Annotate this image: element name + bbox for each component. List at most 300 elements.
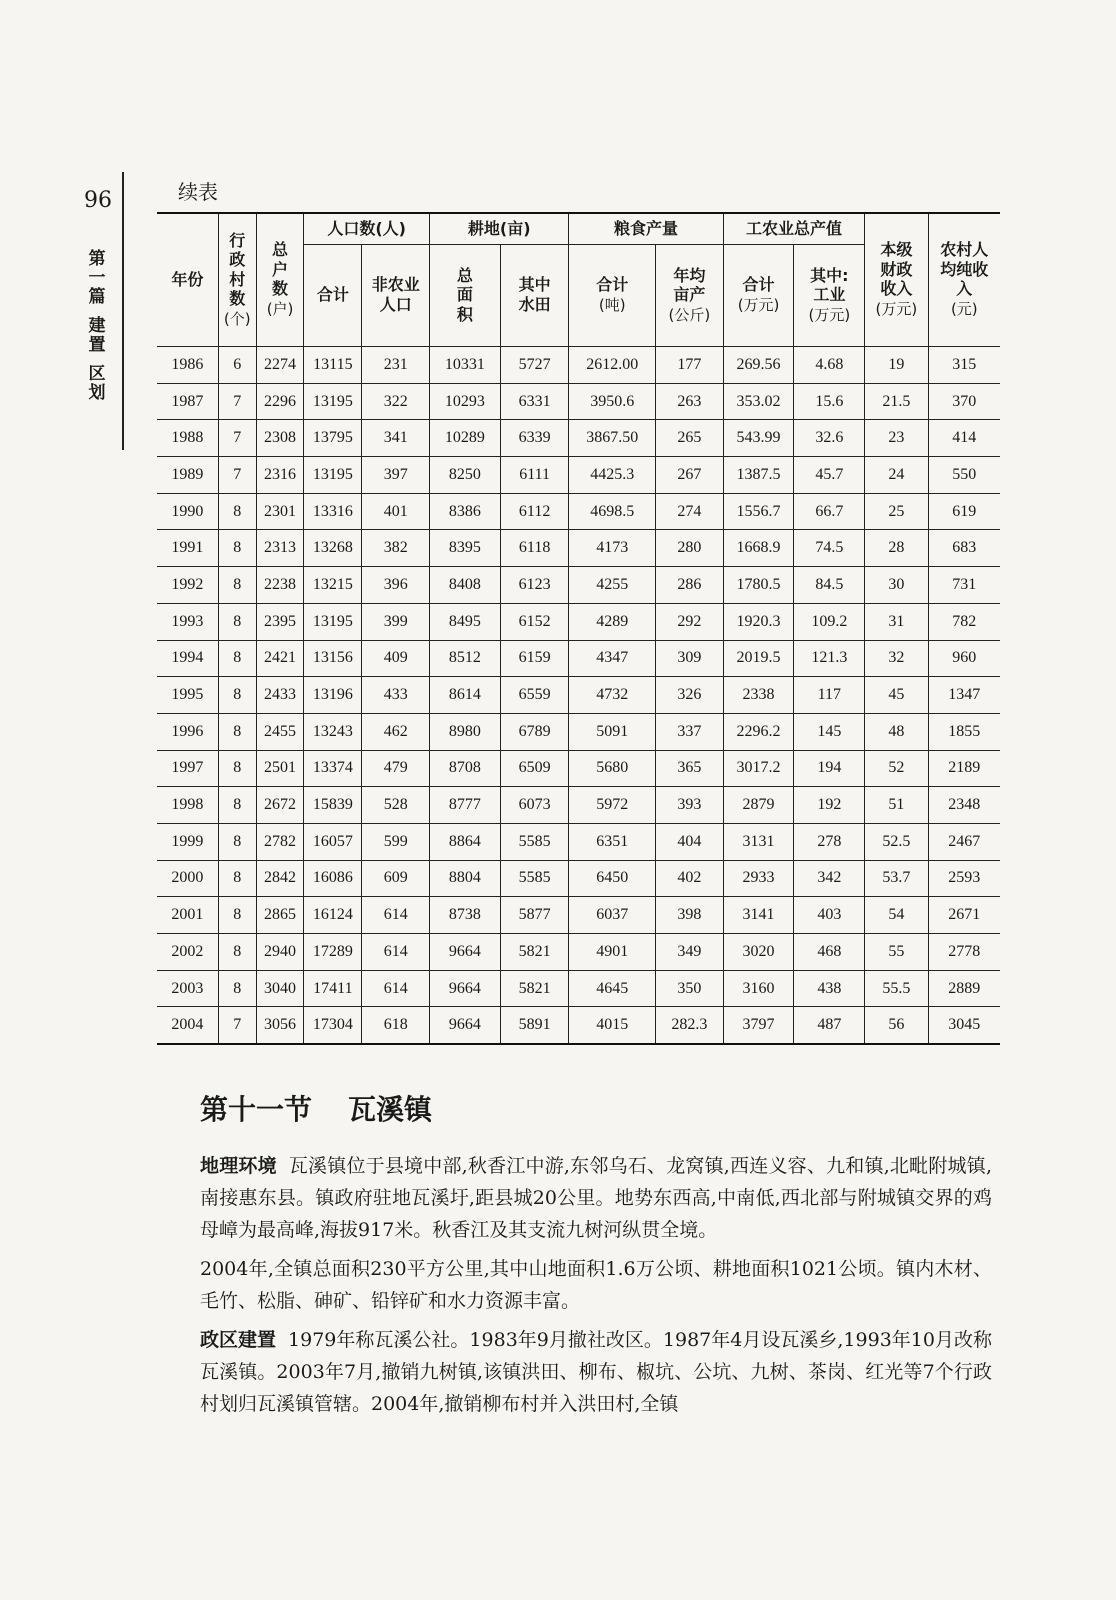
table-cell: 619 [928, 493, 1000, 530]
table-cell: 370 [928, 383, 1000, 420]
table-cell: 409 [362, 640, 430, 677]
table-cell: 399 [362, 603, 430, 640]
table-cell: 2612.00 [569, 347, 656, 384]
table-cell: 1855 [928, 713, 1000, 750]
table-cell: 55.5 [865, 970, 928, 1007]
table-cell: 3141 [723, 897, 794, 934]
table-cell: 5727 [500, 347, 569, 384]
table-cell: 8980 [430, 713, 501, 750]
table-cell: 4698.5 [569, 493, 656, 530]
table-cell: 274 [656, 493, 724, 530]
table-cell: 337 [656, 713, 724, 750]
table-cell: 6118 [500, 530, 569, 567]
side-rule [122, 172, 124, 450]
paragraph-admin [200, 1324, 992, 1420]
table-cell: 731 [928, 567, 1000, 604]
table-cell: 8 [218, 603, 256, 640]
table-cell: 1920.3 [723, 603, 794, 640]
table-cell: 2421 [256, 640, 304, 677]
table-cell: 8 [218, 493, 256, 530]
table-cell: 2274 [256, 347, 304, 384]
table-cell: 4901 [569, 934, 656, 971]
year-cell: 1999 [157, 823, 218, 860]
header-pop-total: 合计 [304, 245, 362, 347]
statistics-table [157, 212, 1000, 1045]
paragraph-area [200, 1253, 992, 1317]
table-cell: 2865 [256, 897, 304, 934]
table-cell: 66.7 [794, 493, 865, 530]
table-cell: 382 [362, 530, 430, 567]
table-cell: 8 [218, 640, 256, 677]
table-cell: 2933 [723, 860, 794, 897]
table-cell: 618 [362, 1007, 430, 1044]
table-cell: 2671 [928, 897, 1000, 934]
table-cell: 192 [794, 787, 865, 824]
year-cell: 1989 [157, 457, 218, 494]
table-cell: 8738 [430, 897, 501, 934]
table-cell: 2296 [256, 383, 304, 420]
table-cell: 6037 [569, 897, 656, 934]
table-cell: 3045 [928, 1007, 1000, 1044]
table-cell: 2338 [723, 677, 794, 714]
table-row [157, 897, 1000, 934]
table-cell: 269.56 [723, 347, 794, 384]
table-cell: 528 [362, 787, 430, 824]
table-cell: 16057 [304, 823, 362, 860]
table-cell: 292 [656, 603, 724, 640]
table-row [157, 457, 1000, 494]
table-cell: 4173 [569, 530, 656, 567]
table-cell: 2238 [256, 567, 304, 604]
table-row [157, 970, 1000, 1007]
table-cell: 2189 [928, 750, 1000, 787]
table-cell: 8708 [430, 750, 501, 787]
table-cell: 4289 [569, 603, 656, 640]
table-cell: 8 [218, 530, 256, 567]
table-cell: 8614 [430, 677, 501, 714]
header-income: 农村人均纯收入 (元) [928, 213, 1000, 347]
table-cell: 3797 [723, 1007, 794, 1044]
table-cell: 15.6 [794, 383, 865, 420]
table-row [157, 347, 1000, 384]
continued-label: 续表 [178, 180, 218, 204]
header-farmland-group: 耕地(亩) [430, 213, 569, 245]
table-cell: 479 [362, 750, 430, 787]
table-cell: 54 [865, 897, 928, 934]
table-cell: 145 [794, 713, 865, 750]
table-cell: 8 [218, 823, 256, 860]
table-cell: 397 [362, 457, 430, 494]
header-farm-paddy: 其中水田 [500, 245, 569, 347]
table-cell: 4425.3 [569, 457, 656, 494]
table-cell: 7 [218, 457, 256, 494]
table-cell: 2348 [928, 787, 1000, 824]
table-row [157, 1007, 1000, 1044]
table-cell: 2501 [256, 750, 304, 787]
table-cell: 8777 [430, 787, 501, 824]
table-cell: 8395 [430, 530, 501, 567]
table-cell: 2301 [256, 493, 304, 530]
table-cell: 5821 [500, 970, 569, 1007]
side-label-sub: 区划 [88, 364, 106, 404]
year-cell: 1997 [157, 750, 218, 787]
table-cell: 19 [865, 347, 928, 384]
table-cell: 1387.5 [723, 457, 794, 494]
table-cell: 6 [218, 347, 256, 384]
table-row [157, 493, 1000, 530]
table-cell: 30 [865, 567, 928, 604]
table-cell: 15839 [304, 787, 362, 824]
table-cell: 8 [218, 897, 256, 934]
table-cell: 231 [362, 347, 430, 384]
table-cell: 13243 [304, 713, 362, 750]
table-cell: 45.7 [794, 457, 865, 494]
table-cell: 121.3 [794, 640, 865, 677]
table-cell: 2842 [256, 860, 304, 897]
table-cell: 401 [362, 493, 430, 530]
table-cell: 5585 [500, 823, 569, 860]
table-cell: 8 [218, 860, 256, 897]
table-cell: 404 [656, 823, 724, 860]
table-cell: 2296.2 [723, 713, 794, 750]
table-cell: 32 [865, 640, 928, 677]
year-cell: 1991 [157, 530, 218, 567]
table-cell: 341 [362, 420, 430, 457]
table-cell: 13195 [304, 603, 362, 640]
table-cell: 2395 [256, 603, 304, 640]
header-grain-yield: 年均亩产 (公斤) [656, 245, 724, 347]
table-cell: 56 [865, 1007, 928, 1044]
table-cell: 2455 [256, 713, 304, 750]
paragraph-lead: 政区建置 [200, 1329, 277, 1351]
table-cell: 13215 [304, 567, 362, 604]
table-cell: 353.02 [723, 383, 794, 420]
table-cell: 543.99 [723, 420, 794, 457]
table-cell: 7 [218, 383, 256, 420]
table-cell: 342 [794, 860, 865, 897]
table-cell: 13795 [304, 420, 362, 457]
table-row [157, 823, 1000, 860]
table-cell: 4732 [569, 677, 656, 714]
paragraph-text: 瓦溪镇位于县境中部,秋香江中游,东邻乌石、龙窝镇,西连义容、九和镇,北毗附城镇,南接惠东县。镇政府驻地瓦溪圩,距县城20公里。地势东西高,中南低,西北部与附城镇交界的鸡母嶂为最高峰,海拔917米。秋香江及其支流九树河纵贯全境。 [200, 1155, 992, 1241]
table-cell: 265 [656, 420, 724, 457]
body-text [200, 1150, 992, 1427]
table-cell: 74.5 [794, 530, 865, 567]
table-cell: 5585 [500, 860, 569, 897]
table-cell: 194 [794, 750, 865, 787]
header-year: 年份 [157, 213, 218, 347]
table-row [157, 640, 1000, 677]
table-cell: 282.3 [656, 1007, 724, 1044]
table-cell: 309 [656, 640, 724, 677]
header-fiscal: 本级财政收入 (万元) [865, 213, 928, 347]
header-villages: 行政村数 (个) [218, 213, 256, 347]
table-cell: 393 [656, 787, 724, 824]
table-cell: 2019.5 [723, 640, 794, 677]
table-cell: 6559 [500, 677, 569, 714]
table-cell: 326 [656, 677, 724, 714]
table-cell: 5821 [500, 934, 569, 971]
table-cell: 9664 [430, 1007, 501, 1044]
table-cell: 13195 [304, 457, 362, 494]
table-cell: 3867.50 [569, 420, 656, 457]
table-cell: 8 [218, 934, 256, 971]
table-row [157, 603, 1000, 640]
table-row [157, 860, 1000, 897]
table-cell: 3950.6 [569, 383, 656, 420]
table-cell: 13316 [304, 493, 362, 530]
year-cell: 1995 [157, 677, 218, 714]
table-cell: 84.5 [794, 567, 865, 604]
year-cell: 2002 [157, 934, 218, 971]
table-cell: 2778 [928, 934, 1000, 971]
table-cell: 5680 [569, 750, 656, 787]
table-cell: 8512 [430, 640, 501, 677]
table-cell: 6123 [500, 567, 569, 604]
table-row [157, 750, 1000, 787]
year-cell: 2001 [157, 897, 218, 934]
table-row [157, 677, 1000, 714]
table-cell: 52.5 [865, 823, 928, 860]
table-cell: 2782 [256, 823, 304, 860]
table-cell: 6112 [500, 493, 569, 530]
table-row [157, 383, 1000, 420]
table-cell: 6159 [500, 640, 569, 677]
table-cell: 5091 [569, 713, 656, 750]
table-cell: 350 [656, 970, 724, 1007]
table-cell: 7 [218, 1007, 256, 1044]
table-cell: 6789 [500, 713, 569, 750]
header-farm-total: 总面积 [430, 245, 501, 347]
table-cell: 8250 [430, 457, 501, 494]
table-cell: 468 [794, 934, 865, 971]
table-cell: 263 [656, 383, 724, 420]
table-cell: 438 [794, 970, 865, 1007]
table-cell: 2889 [928, 970, 1000, 1007]
header-grain-group: 粮食产量 [569, 213, 723, 245]
table-cell: 8804 [430, 860, 501, 897]
table-cell: 55 [865, 934, 928, 971]
table-cell: 177 [656, 347, 724, 384]
paragraph-text: 1979年称瓦溪公社。1983年9月撤社改区。1987年4月设瓦溪乡,1993年10月改称瓦溪镇。2003年7月,撤销九树镇,该镇洪田、柳布、椒坑、公坑、九树、茶岗、红光等7个行政村划归瓦溪镇管辖。2004年,撤销柳布村并入洪田村,全镇 [200, 1329, 992, 1415]
table-cell: 6339 [500, 420, 569, 457]
table-cell: 6152 [500, 603, 569, 640]
paragraph-geography [200, 1150, 992, 1246]
table-cell: 5877 [500, 897, 569, 934]
table-cell: 349 [656, 934, 724, 971]
year-cell: 1993 [157, 603, 218, 640]
table-cell: 13196 [304, 677, 362, 714]
table-cell: 4347 [569, 640, 656, 677]
table-row [157, 420, 1000, 457]
table-cell: 280 [656, 530, 724, 567]
table-row [157, 567, 1000, 604]
table-row [157, 530, 1000, 567]
section-name: 瓦溪镇 [348, 1093, 433, 1126]
table-cell: 278 [794, 823, 865, 860]
side-label [86, 250, 108, 403]
table-cell: 614 [362, 970, 430, 1007]
table-cell: 16086 [304, 860, 362, 897]
table-cell: 3160 [723, 970, 794, 1007]
table-row [157, 787, 1000, 824]
table-cell: 5972 [569, 787, 656, 824]
table-cell: 286 [656, 567, 724, 604]
year-cell: 1990 [157, 493, 218, 530]
table-cell: 2593 [928, 860, 1000, 897]
table-cell: 24 [865, 457, 928, 494]
table-cell: 10289 [430, 420, 501, 457]
table-cell: 960 [928, 640, 1000, 677]
table-cell: 13268 [304, 530, 362, 567]
table-cell: 10293 [430, 383, 501, 420]
header-output-total: 合计 (万元) [723, 245, 794, 347]
table-cell: 6509 [500, 750, 569, 787]
table-cell: 13195 [304, 383, 362, 420]
table-cell: 614 [362, 934, 430, 971]
header-pop-nonagri: 非农业人口 [362, 245, 430, 347]
table-body [157, 347, 1000, 1045]
table-cell: 53.7 [865, 860, 928, 897]
table-cell: 8 [218, 567, 256, 604]
table-cell: 16124 [304, 897, 362, 934]
year-cell: 2004 [157, 1007, 218, 1044]
table-cell: 683 [928, 530, 1000, 567]
header-population-group: 人口数(人) [304, 213, 430, 245]
table-cell: 2467 [928, 823, 1000, 860]
table-cell: 31 [865, 603, 928, 640]
table-cell: 315 [928, 347, 1000, 384]
table-row [157, 713, 1000, 750]
table-cell: 6450 [569, 860, 656, 897]
table-cell: 3056 [256, 1007, 304, 1044]
table-cell: 396 [362, 567, 430, 604]
year-cell: 1992 [157, 567, 218, 604]
table-cell: 398 [656, 897, 724, 934]
year-cell: 1988 [157, 420, 218, 457]
table-cell: 402 [656, 860, 724, 897]
table-cell: 433 [362, 677, 430, 714]
year-cell: 2000 [157, 860, 218, 897]
table-cell: 487 [794, 1007, 865, 1044]
table-cell: 599 [362, 823, 430, 860]
header-output-industry: 其中:工业 (万元) [794, 245, 865, 347]
table-cell: 2433 [256, 677, 304, 714]
table-cell: 9664 [430, 970, 501, 1007]
table-cell: 8 [218, 713, 256, 750]
table-cell: 6351 [569, 823, 656, 860]
side-label-title: 建置 [88, 316, 106, 356]
table-cell: 8408 [430, 567, 501, 604]
table-cell: 8 [218, 677, 256, 714]
table-cell: 322 [362, 383, 430, 420]
table-cell: 10331 [430, 347, 501, 384]
table-cell: 51 [865, 787, 928, 824]
table-cell: 782 [928, 603, 1000, 640]
year-cell: 1996 [157, 713, 218, 750]
table-cell: 48 [865, 713, 928, 750]
table-cell: 25 [865, 493, 928, 530]
page-number: 96 [84, 188, 112, 213]
table-cell: 1780.5 [723, 567, 794, 604]
table-cell: 2308 [256, 420, 304, 457]
table-cell: 403 [794, 897, 865, 934]
table-cell: 4255 [569, 567, 656, 604]
table-cell: 7 [218, 420, 256, 457]
table-cell: 267 [656, 457, 724, 494]
table-cell: 23 [865, 420, 928, 457]
table-cell: 550 [928, 457, 1000, 494]
table-cell: 4.68 [794, 347, 865, 384]
table-cell: 8864 [430, 823, 501, 860]
header-output-group: 工农业总产值 [723, 213, 865, 245]
table-cell: 8 [218, 750, 256, 787]
year-cell: 1994 [157, 640, 218, 677]
section-title [200, 1088, 432, 1128]
table-cell: 6073 [500, 787, 569, 824]
table-cell: 2313 [256, 530, 304, 567]
table-cell: 4645 [569, 970, 656, 1007]
table-cell: 2672 [256, 787, 304, 824]
table-row [157, 934, 1000, 971]
table-cell: 3131 [723, 823, 794, 860]
table-cell: 52 [865, 750, 928, 787]
table-cell: 3017.2 [723, 750, 794, 787]
table-cell: 17289 [304, 934, 362, 971]
table-cell: 1347 [928, 677, 1000, 714]
year-cell: 2003 [157, 970, 218, 1007]
table-cell: 13115 [304, 347, 362, 384]
table-cell: 45 [865, 677, 928, 714]
table-cell: 6331 [500, 383, 569, 420]
table-cell: 2879 [723, 787, 794, 824]
section-number: 第十一节 [200, 1093, 313, 1126]
side-label-part: 第一篇 [88, 249, 106, 308]
year-cell: 1986 [157, 347, 218, 384]
table-cell: 365 [656, 750, 724, 787]
header-households: 总户数 (户) [256, 213, 304, 347]
table-cell: 6111 [500, 457, 569, 494]
table-cell: 3020 [723, 934, 794, 971]
paragraph-lead: 地理环境 [200, 1155, 277, 1177]
table-cell: 4015 [569, 1007, 656, 1044]
table-cell: 8 [218, 970, 256, 1007]
table-cell: 3040 [256, 970, 304, 1007]
table-cell: 17411 [304, 970, 362, 1007]
year-cell: 1987 [157, 383, 218, 420]
table-cell: 1668.9 [723, 530, 794, 567]
year-cell: 1998 [157, 787, 218, 824]
table-cell: 13156 [304, 640, 362, 677]
table-cell: 8386 [430, 493, 501, 530]
table-cell: 117 [794, 677, 865, 714]
table-cell: 609 [362, 860, 430, 897]
header-grain-total: 合计 (吨) [569, 245, 656, 347]
table-cell: 2316 [256, 457, 304, 494]
table-cell: 8495 [430, 603, 501, 640]
table-cell: 17304 [304, 1007, 362, 1044]
table-cell: 9664 [430, 934, 501, 971]
table-cell: 109.2 [794, 603, 865, 640]
table-cell: 8 [218, 787, 256, 824]
table-cell: 1556.7 [723, 493, 794, 530]
table-cell: 5891 [500, 1007, 569, 1044]
table-cell: 13374 [304, 750, 362, 787]
table-cell: 21.5 [865, 383, 928, 420]
table-cell: 462 [362, 713, 430, 750]
table-cell: 2940 [256, 934, 304, 971]
table-cell: 414 [928, 420, 1000, 457]
